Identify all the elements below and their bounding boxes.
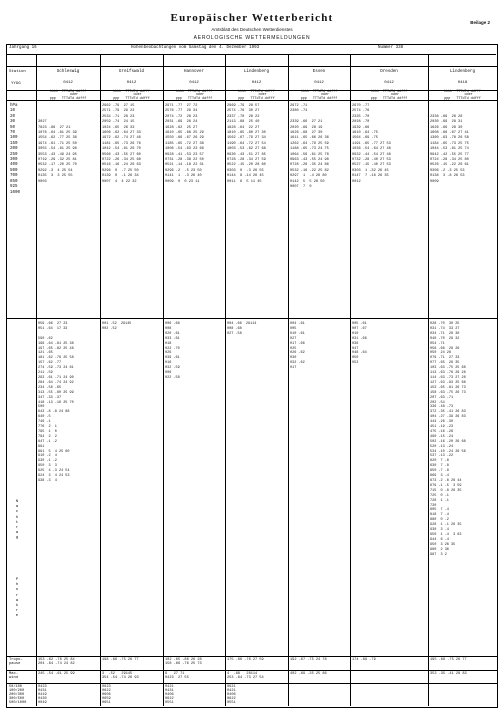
station-name: Lindenberg — [449, 70, 476, 74]
column-header: hhhh TTTdTd ddfff oder ppp TTTdTd ddfff — [175, 90, 213, 101]
significant-levels: 059 -66 27 23 051 -64 17 33 590 -62 196 -64 -81 25 38 197 -65 -82 25 48 121 -65 181 -62 -76 25 58 157 -62 -77 274 -59 -73 24 61 211 -59 293 -61 -71 24 90 284 -64 -74 24 92 234 -58 -65 313 -55 -60 25 99 347 -33 -37 418 -13 -16 25 70 500 643 -8 -8 24 88 640 -5 746 -1 776 2 1 795 1 0 794 2 2 847 -1 -2 891 891 5 4 25 60 910 -2 4 930 -1 -2 950 3 3 925 4 -3 24 54 924 3 4 24 53 938 -3 4 — [38, 322, 74, 483]
divider — [6, 656, 497, 657]
observation-date: Höhenbeobachtungen vom Samstag den 4. Dezember 1993 — [131, 46, 260, 50]
shear-values: 0623 0622 0606 0659 0651 — [102, 685, 111, 706]
pressure-levels: hPa 10 20 30 50 70 100 150 200 250 300 400 500 700 850 925 1000 — [10, 104, 21, 195]
divider — [6, 670, 497, 671]
maxwind-values: 3 -52 29145 354 -54 -74 26 93 — [102, 672, 139, 681]
divider — [288, 54, 289, 706]
standard-levels: 2970 -77 2574 -76 2335 -70 2028 -70 1939 -66 1610 -64 -75 1564 -69 -75 1191 -65 -77 27 53 1036 -54 -64 27 48 0932 -44 -54 27 48 0732 -28 -40 27 53 0527 -15 -40 27 53 0303 1 -32 26 45 0147 7 -16 26 35 0012 — [352, 104, 391, 184]
section-title: AEROLOGISCHE WETTERMELDUNGEN — [193, 35, 311, 41]
shear-values: 0421 0431 0406 0622 0551 — [165, 685, 174, 706]
standard-levels: 3027 7823 -66 27 21 1076 -64 -81 25 39 1554 -62 -77 25 36 1974 -61 -71 25 50 3055 -54 -61 25 98 3553 -43 -49 24 95 0719 -29 -32 25 81 0532 -17 -20 25 70 0292 -3 4 25 54 0135 3 3 25 55 0003 — [38, 120, 77, 184]
station-name: Dresden — [380, 70, 398, 74]
issue-number: Nummer 338 — [378, 46, 404, 50]
shear-values: 0423 0431 0419 0430 0049 — [38, 685, 47, 706]
divider — [6, 318, 497, 319]
maxwind-values: 402 -69 -35 25 86 — [290, 672, 327, 676]
column-header: hhhh TTTdTd ddfff oder ppp TTTdTd ddfff — [444, 90, 481, 101]
tropopause-values: 153 -62 -76 25 84 204 -64 -74 24 82 — [38, 658, 75, 667]
standard-levels: 2962 -79 27 15 2571 -79 29 22 2534 -71 28 23 2059 -74 24 15 1024 -65 26 33 1606 -62 -64 27 33 1972 -62 -74 27 46 1181 -65 -73 26 76 1042 -54 -61 26 70 0566 -43 -55 27 60 0722 -26 -34 25 68 0516 -16 -24 26 63 0296 0 -7 25 50 0139 0 -1 26 34 0007 4 4 22 32 — [102, 104, 141, 184]
divider — [163, 54, 164, 706]
tropopause-label: Tropo- pause — [9, 658, 23, 667]
maxwind-values: 4 -88 28114 253 -64 -73 27 54 — [227, 672, 264, 681]
significant-levels: 004 -66 29114 008 -68 027 -58 — [227, 322, 257, 336]
station-name: Greifswald — [118, 70, 145, 74]
maxwind-values: 245 -54 -61 25 99 — [38, 672, 75, 676]
column-header: hhhh TTTdTd ddfff oder ppp TTTdTd ddfff — [49, 90, 87, 101]
station-name: Lindenberg — [243, 70, 270, 74]
station-id: 0412 — [251, 81, 262, 85]
divider — [225, 54, 226, 706]
tropopause-values: 192 -67 -75 24 78 — [290, 658, 327, 662]
standard-levels: 2972 -71 2380 -74 2339 -66 27 21 2020 -69 28 19 1626 -68 27 30 1611 -65 -66 26 36 1262 -64 -79 25 59 1188 -65 -73 24 75 1064 -56 -61 25 78 0963 -43 -55 24 98 0728 -26 -35 24 86 0532 -16 -22 25 82 0297 1 -4 26 80 0142 5 5 26 50 0007 7 0 — [290, 104, 329, 190]
column-header: hhhh TTTdTd ddfff oder ppp TTTdTd ddfff — [238, 90, 275, 101]
page-title: Europäischer Wetterbericht — [170, 12, 334, 24]
info-bar — [6, 44, 496, 55]
significant-levels: 006 -68 008 020 -61 033 -61 018 022 -70 026 039 -61 016 032 -59 006 022 -58 — [165, 322, 180, 380]
volume-label: Jahrgang 16 — [9, 46, 37, 50]
station-id: 0412 — [189, 81, 199, 85]
tropopause-values: 198 -66 -75 26 77 — [102, 658, 139, 662]
significant-levels: 001 -52 29145 002 -52 — [102, 322, 132, 331]
maxwind-label: Max- wind — [9, 672, 19, 681]
standard-levels: 2971 -77 27 72 2576 -77 29 34 2074 -72 28 23 2031 -69 26 24 1628 -62 25 27 1610 -65 -68 25 29 1550 -66 -67 26 29 1185 -65 -72 27 38 1006 -54 -63 23 66 0928 -41 -53 23 57 0731 -28 -38 22 50 0521 -14 -18 22 31 0296 -2 -5 23 50 0141 1 -3 26 40 0009 0 0 23 11 — [165, 104, 204, 184]
divider — [100, 54, 101, 706]
tropopause-values: 195 -68 -75 26 77 — [430, 658, 467, 662]
station-id: 0412 — [384, 81, 394, 85]
station-label: Station — [9, 70, 26, 74]
significant-levels: 005 -61 007 -67 010 031 -66 036 047 048 -64 050 053 — [352, 322, 367, 366]
divider — [36, 54, 37, 706]
page-subtitle: Amtsblatt des Deutschen Wetterdienstes — [211, 27, 293, 32]
shear-label: 50/100 100/200 200/300 300/500 500/1000 — [9, 685, 27, 706]
maxwind-values: 9 27 71 0423 27 55 — [165, 672, 189, 681]
divider — [350, 54, 351, 706]
station-id: 0412 — [126, 81, 137, 85]
column-header: hhhh TTTdTd ddfff oder ppp TTTdTd ddfff — [300, 90, 338, 101]
significant-levels: 004 -61 005 010 -61 027 017 -66 025 026 -62 030 032 -62 017 — [290, 322, 305, 371]
divider — [6, 683, 497, 684]
vertical-label: N a c h t r a g — [15, 500, 19, 541]
station-id: 0418 — [457, 81, 468, 85]
station-name: Hannover — [183, 70, 205, 74]
column-header: hhhh TTTdTd ddfff oder ppp TTTdTd ddfff — [113, 90, 150, 101]
supplement-label: Beilage 2 — [470, 20, 490, 25]
tropopause-values: 102 -65 -86 26 28 158 -66 -76 25 73 — [165, 658, 202, 667]
divider — [6, 66, 497, 67]
station-name: Schleswig — [56, 70, 80, 74]
station-id: 0412 — [314, 81, 324, 85]
station-id: 0412 — [63, 81, 73, 85]
standard-levels: 2336 -69 28 28 2030 -69 28 31 1626 -66 28 30 1608 -66 -67 27 41 1360 -63 -78 26 58 1184 -65 -73 25 75 1044 -53 -61 25 74 0942 -42 -55 25 77 0724 -28 -34 25 80 0526 -15 -22 26 61 0306 -2 -3 25 53 0138 3 -8 26 53 0009 — [430, 114, 469, 184]
station-name: Essen — [312, 70, 326, 74]
divider — [428, 54, 429, 706]
column-header: hhhh TTTdTd ddfff oder ppp TTTdTd ddfff — [370, 90, 408, 101]
maxwind-values: 353 -35 -41 28 83 — [430, 672, 467, 676]
vertical-label: P h o r a k r e — [15, 578, 19, 619]
standard-levels: 2969 -79 28 57 2574 -76 30 27 2337 -70 28 22 2113 -68 25 40 1828 -64 22 27 1810 -65 -80 27 30 1562 -67 -79 27 34 1190 -64 -72 27 54 1003 -53 -62 27 68 0930 -43 -51 27 85 0728 -28 -34 27 59 0522 -15 -20 28 60 0303 0 -3 26 55 0144 8 -14 26 45 0011 6 5 11 45 — [227, 104, 266, 184]
code-label: YYGG — [11, 82, 21, 86]
tropopause-values: 174 -69 -79 — [352, 658, 376, 662]
shear-values: 0621 0421 0406 0622 0551 — [227, 685, 236, 706]
tropopause-values: 175 -66 -78 27 59 — [227, 658, 264, 662]
significant-levels: 028 -70 30 25 031 -74 33 27 034 -71 28 30 040 -70 29 32 054 -71 058 -66 28 26 050 24 28 079 -71 27 33 077 -65 28 35 103 -63 -75 25 68 113 -63 -76 26 28 114 -63 -73 27 28 127 -63 -83 25 68 153 -65 -81 26 73 158 -63 -75 26 73 207 -63 -71 202 -54 336 -48 -73 372 -35 -41 26 83 404 -27 -39 26 83 444 -26 -30 451 -19 -23 475 -16 -26 490 -15 -24 502 -16 -20 26 68 520 -13 -24 534 -10 -24 26 56 537 -13 -22 620 7 -8 630 7 -8 650 -7 -8 669 3 -4 673 -2 -8 26 44 679 -1 -5 3 59 715 0 -8 26 35 725 0 -1 728 1 -1 730 805 7 -4 818 7 -4 880 0 -2 928 1 -1 26 35 930 3 -4 950 1 -4 3 63 944 6 -4 950 3 26 35 960 2 36 987 3 2 — [430, 322, 466, 557]
